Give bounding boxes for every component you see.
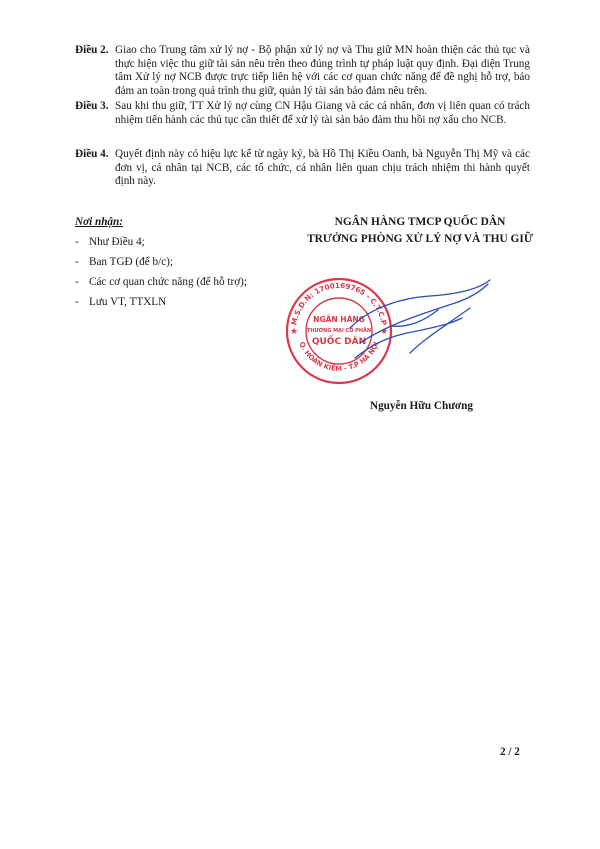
svg-text:M.S.D.N: 1700169765 - C.T.C.P: M.S.D.N: 1700169765 - C.T.C.P (289, 280, 389, 326)
recipients-block (75, 216, 295, 316)
article-2 (75, 44, 530, 98)
svg-text:QUỐC DÂN: QUỐC DÂN (311, 337, 367, 347)
article-lead: Điều 3. (75, 100, 109, 112)
article-text: Quyết định này có hiệu lực kể từ ngày ký, bà Hồ Thị Kiều Oanh, bà Nguyễn Thị Mỹ và các đơn vị, cá nhân tại NCB, các tổ chức, cá nhân liên quan chịu trách nhiệm thi hành quyết định này. (115, 148, 530, 188)
article-4 (75, 148, 530, 189)
recipient-item: - Như Điều 4; (75, 236, 145, 248)
svg-text:Q. HOÀN KIẾM - T.P HÀ NỘI: Q. HOÀN KIẾM - T.P HÀ NỘI (297, 340, 381, 373)
svg-text:★: ★ (380, 326, 389, 336)
article-3 (75, 100, 530, 127)
signer-org: NGÂN HÀNG TMCP QUỐC DÂN (334, 216, 506, 228)
svg-text:★: ★ (290, 326, 299, 336)
recipients-heading: Nơi nhận: (75, 216, 123, 228)
article-lead: Điều 4. (75, 148, 109, 160)
page-number: 2 / 2 (500, 746, 520, 758)
article-text: Sau khi thu giữ, TT Xử lý nợ cùng CN Hậu Giang và các cá nhân, đơn vị liên quan có trách nhiệm tiến hành các thủ tục cần thiết để xử lý tài sản bảo đảm thu hồi nợ xấu cho NCB. (115, 100, 530, 126)
signer-block (270, 214, 570, 248)
recipient-item: - Các cơ quan chức năng (để hỗ trợ); (75, 276, 247, 288)
signer-title: TRƯỞNG PHÒNG XỬ LÝ NỢ VÀ THU GIỮ (307, 233, 533, 245)
svg-text:THƯƠNG MẠI CỔ PHẦN: THƯƠNG MẠI CỔ PHẦN (306, 328, 372, 334)
article-text: Giao cho Trung tâm xử lý nợ - Bộ phận xử lý nợ và Thu giữ MN hoàn thiện các thủ tục và thực hiện việc thu giữ tài sản nêu trên theo đúng trình tự pháp luật quy định. Đại diện Trung tâm Xử lý nợ NCB được trực tiếp liên hệ với các cơ quan chức năng để đề nghị hỗ trợ, bảo đảm an toàn trong quá trình thu giữ, quản lý tài sản bảo đảm nêu trên. (115, 44, 530, 97)
signer-name: Nguyễn Hữu Chương (370, 400, 473, 412)
recipient-item: - Lưu VT, TTXLN (75, 296, 167, 308)
article-lead: Điều 2. (75, 44, 109, 56)
recipient-item: - Ban TGĐ (để b/c); (75, 256, 173, 268)
svg-text:NGÂN HÀNG: NGÂN HÀNG (313, 315, 365, 324)
handwritten-signature (330, 268, 500, 378)
